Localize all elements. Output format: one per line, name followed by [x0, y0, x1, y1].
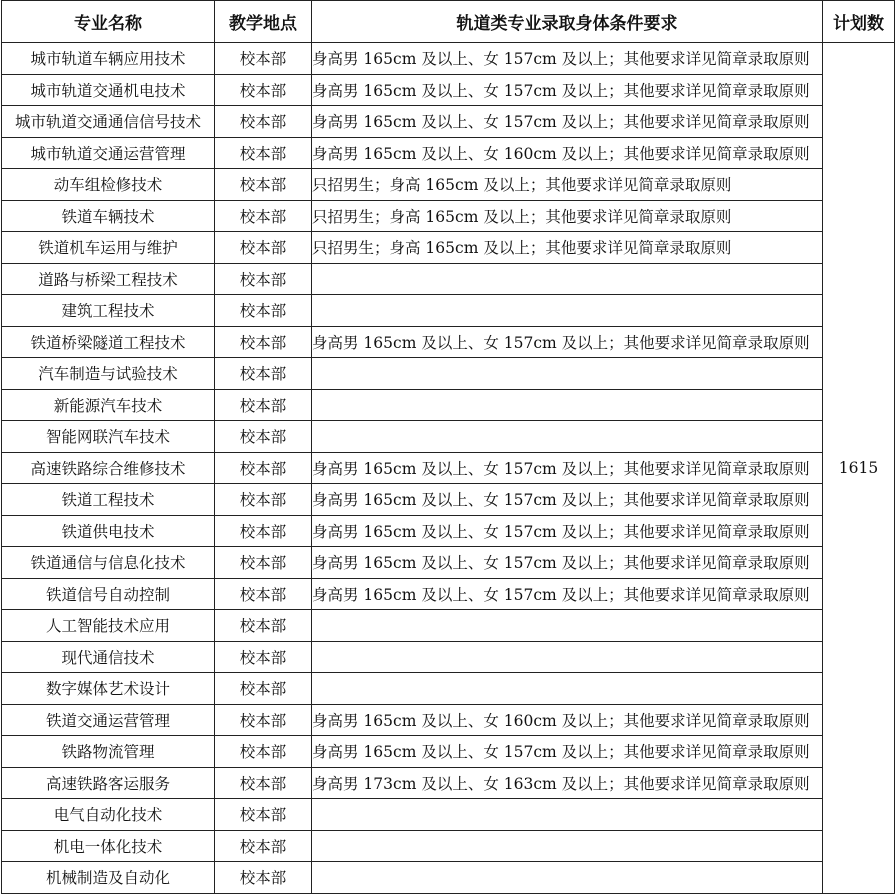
major-name-cell: 铁道通信与信息化技术 [2, 547, 215, 579]
table-row [2, 610, 895, 642]
major-name-cell: 电气自动化技术 [2, 799, 215, 831]
major-name-cell: 机械制造及自动化 [2, 862, 215, 894]
requirement-cell: 只招男生；身高 165cm 及以上；其他要求详见简章录取原则 [312, 169, 823, 201]
table-row [2, 673, 895, 705]
requirement-cell: 身高男 165cm 及以上、女 157cm 及以上；其他要求详见简章录取原则 [312, 547, 823, 579]
location-cell: 校本部 [215, 137, 312, 169]
requirement-cell: 身高男 165cm 及以上、女 157cm 及以上；其他要求详见简章录取原则 [312, 43, 823, 75]
table-body [2, 43, 895, 894]
major-name-cell: 高速铁路客运服务 [2, 767, 215, 799]
table-row [2, 704, 895, 736]
table-row [2, 767, 895, 799]
location-cell: 校本部 [215, 295, 312, 327]
requirement-cell: 身高男 165cm 及以上、女 157cm 及以上；其他要求详见简章录取原则 [312, 578, 823, 610]
table-row [2, 74, 895, 106]
major-name-cell: 城市轨道交通运营管理 [2, 137, 215, 169]
requirement-cell: 身高男 173cm 及以上、女 163cm 及以上；其他要求详见简章录取原则 [312, 767, 823, 799]
major-name-cell: 现代通信技术 [2, 641, 215, 673]
location-cell: 校本部 [215, 326, 312, 358]
location-cell: 校本部 [215, 389, 312, 421]
header-major: 专业名称 [2, 1, 215, 43]
location-cell: 校本部 [215, 421, 312, 453]
requirement-cell: 身高男 165cm 及以上、女 157cm 及以上；其他要求详见简章录取原则 [312, 74, 823, 106]
requirement-cell [312, 673, 823, 705]
major-name-cell: 数字媒体艺术设计 [2, 673, 215, 705]
location-cell: 校本部 [215, 736, 312, 768]
major-name-cell: 人工智能技术应用 [2, 610, 215, 642]
table-row [2, 547, 895, 579]
table-row [2, 830, 895, 862]
table-row [2, 106, 895, 138]
table-row [2, 295, 895, 327]
requirement-cell: 身高男 165cm 及以上、女 157cm 及以上；其他要求详见简章录取原则 [312, 484, 823, 516]
requirement-cell [312, 263, 823, 295]
requirement-cell: 身高男 165cm 及以上、女 157cm 及以上；其他要求详见简章录取原则 [312, 326, 823, 358]
requirement-cell: 身高男 165cm 及以上、女 160cm 及以上；其他要求详见简章录取原则 [312, 137, 823, 169]
admissions-table [1, 0, 895, 894]
major-name-cell: 铁道交通运营管理 [2, 704, 215, 736]
location-cell: 校本部 [215, 641, 312, 673]
location-cell: 校本部 [215, 169, 312, 201]
table-row [2, 862, 895, 894]
table-row [2, 43, 895, 75]
requirement-cell: 身高男 165cm 及以上、女 157cm 及以上；其他要求详见简章录取原则 [312, 736, 823, 768]
major-name-cell: 城市轨道车辆应用技术 [2, 43, 215, 75]
major-name-cell: 铁路物流管理 [2, 736, 215, 768]
major-name-cell: 城市轨道交通通信信号技术 [2, 106, 215, 138]
location-cell: 校本部 [215, 200, 312, 232]
requirement-cell [312, 641, 823, 673]
requirement-cell [312, 389, 823, 421]
major-name-cell: 动车组检修技术 [2, 169, 215, 201]
location-cell: 校本部 [215, 452, 312, 484]
table-row [2, 515, 895, 547]
table-row [2, 484, 895, 516]
table-row [2, 389, 895, 421]
major-name-cell: 汽车制造与试验技术 [2, 358, 215, 390]
requirement-cell: 身高男 165cm 及以上、女 157cm 及以上；其他要求详见简章录取原则 [312, 515, 823, 547]
requirement-cell [312, 421, 823, 453]
location-cell: 校本部 [215, 43, 312, 75]
requirement-cell [312, 830, 823, 862]
location-cell: 校本部 [215, 547, 312, 579]
table-row [2, 358, 895, 390]
location-cell: 校本部 [215, 263, 312, 295]
table-row [2, 421, 895, 453]
location-cell: 校本部 [215, 767, 312, 799]
header-row [2, 1, 895, 43]
table-row [2, 137, 895, 169]
major-name-cell: 铁道桥梁隧道工程技术 [2, 326, 215, 358]
table-row [2, 578, 895, 610]
location-cell: 校本部 [215, 484, 312, 516]
location-cell: 校本部 [215, 578, 312, 610]
major-name-cell: 铁道供电技术 [2, 515, 215, 547]
location-cell: 校本部 [215, 704, 312, 736]
major-name-cell: 铁道车辆技术 [2, 200, 215, 232]
table-row [2, 263, 895, 295]
location-cell: 校本部 [215, 232, 312, 264]
location-cell: 校本部 [215, 515, 312, 547]
table-row [2, 736, 895, 768]
header-requirement: 轨道类专业录取身体条件要求 [312, 1, 823, 43]
requirement-cell: 身高男 165cm 及以上、女 160cm 及以上；其他要求详见简章录取原则 [312, 704, 823, 736]
major-name-cell: 建筑工程技术 [2, 295, 215, 327]
requirement-cell [312, 862, 823, 894]
plan-total-cell: 1615 [823, 43, 895, 894]
major-name-cell: 城市轨道交通机电技术 [2, 74, 215, 106]
major-name-cell: 铁道机车运用与维护 [2, 232, 215, 264]
location-cell: 校本部 [215, 74, 312, 106]
major-name-cell: 铁道信号自动控制 [2, 578, 215, 610]
requirement-cell [312, 799, 823, 831]
major-name-cell: 道路与桥梁工程技术 [2, 263, 215, 295]
header-plan: 计划数 [823, 1, 895, 43]
table-row [2, 169, 895, 201]
major-name-cell: 智能网联汽车技术 [2, 421, 215, 453]
requirement-cell [312, 358, 823, 390]
major-name-cell: 机电一体化技术 [2, 830, 215, 862]
header-location: 教学地点 [215, 1, 312, 43]
requirement-cell [312, 295, 823, 327]
table-row [2, 326, 895, 358]
requirement-cell: 身高男 165cm 及以上、女 157cm 及以上；其他要求详见简章录取原则 [312, 106, 823, 138]
location-cell: 校本部 [215, 799, 312, 831]
location-cell: 校本部 [215, 106, 312, 138]
requirement-cell: 身高男 165cm 及以上、女 157cm 及以上；其他要求详见简章录取原则 [312, 452, 823, 484]
location-cell: 校本部 [215, 673, 312, 705]
location-cell: 校本部 [215, 610, 312, 642]
table-row [2, 200, 895, 232]
location-cell: 校本部 [215, 358, 312, 390]
major-name-cell: 铁道工程技术 [2, 484, 215, 516]
requirement-cell [312, 610, 823, 642]
table-row [2, 452, 895, 484]
major-name-cell: 高速铁路综合维修技术 [2, 452, 215, 484]
location-cell: 校本部 [215, 862, 312, 894]
requirement-cell: 只招男生；身高 165cm 及以上；其他要求详见简章录取原则 [312, 232, 823, 264]
requirement-cell: 只招男生；身高 165cm 及以上；其他要求详见简章录取原则 [312, 200, 823, 232]
major-name-cell: 新能源汽车技术 [2, 389, 215, 421]
table-row [2, 232, 895, 264]
table-row [2, 641, 895, 673]
table-row [2, 799, 895, 831]
location-cell: 校本部 [215, 830, 312, 862]
